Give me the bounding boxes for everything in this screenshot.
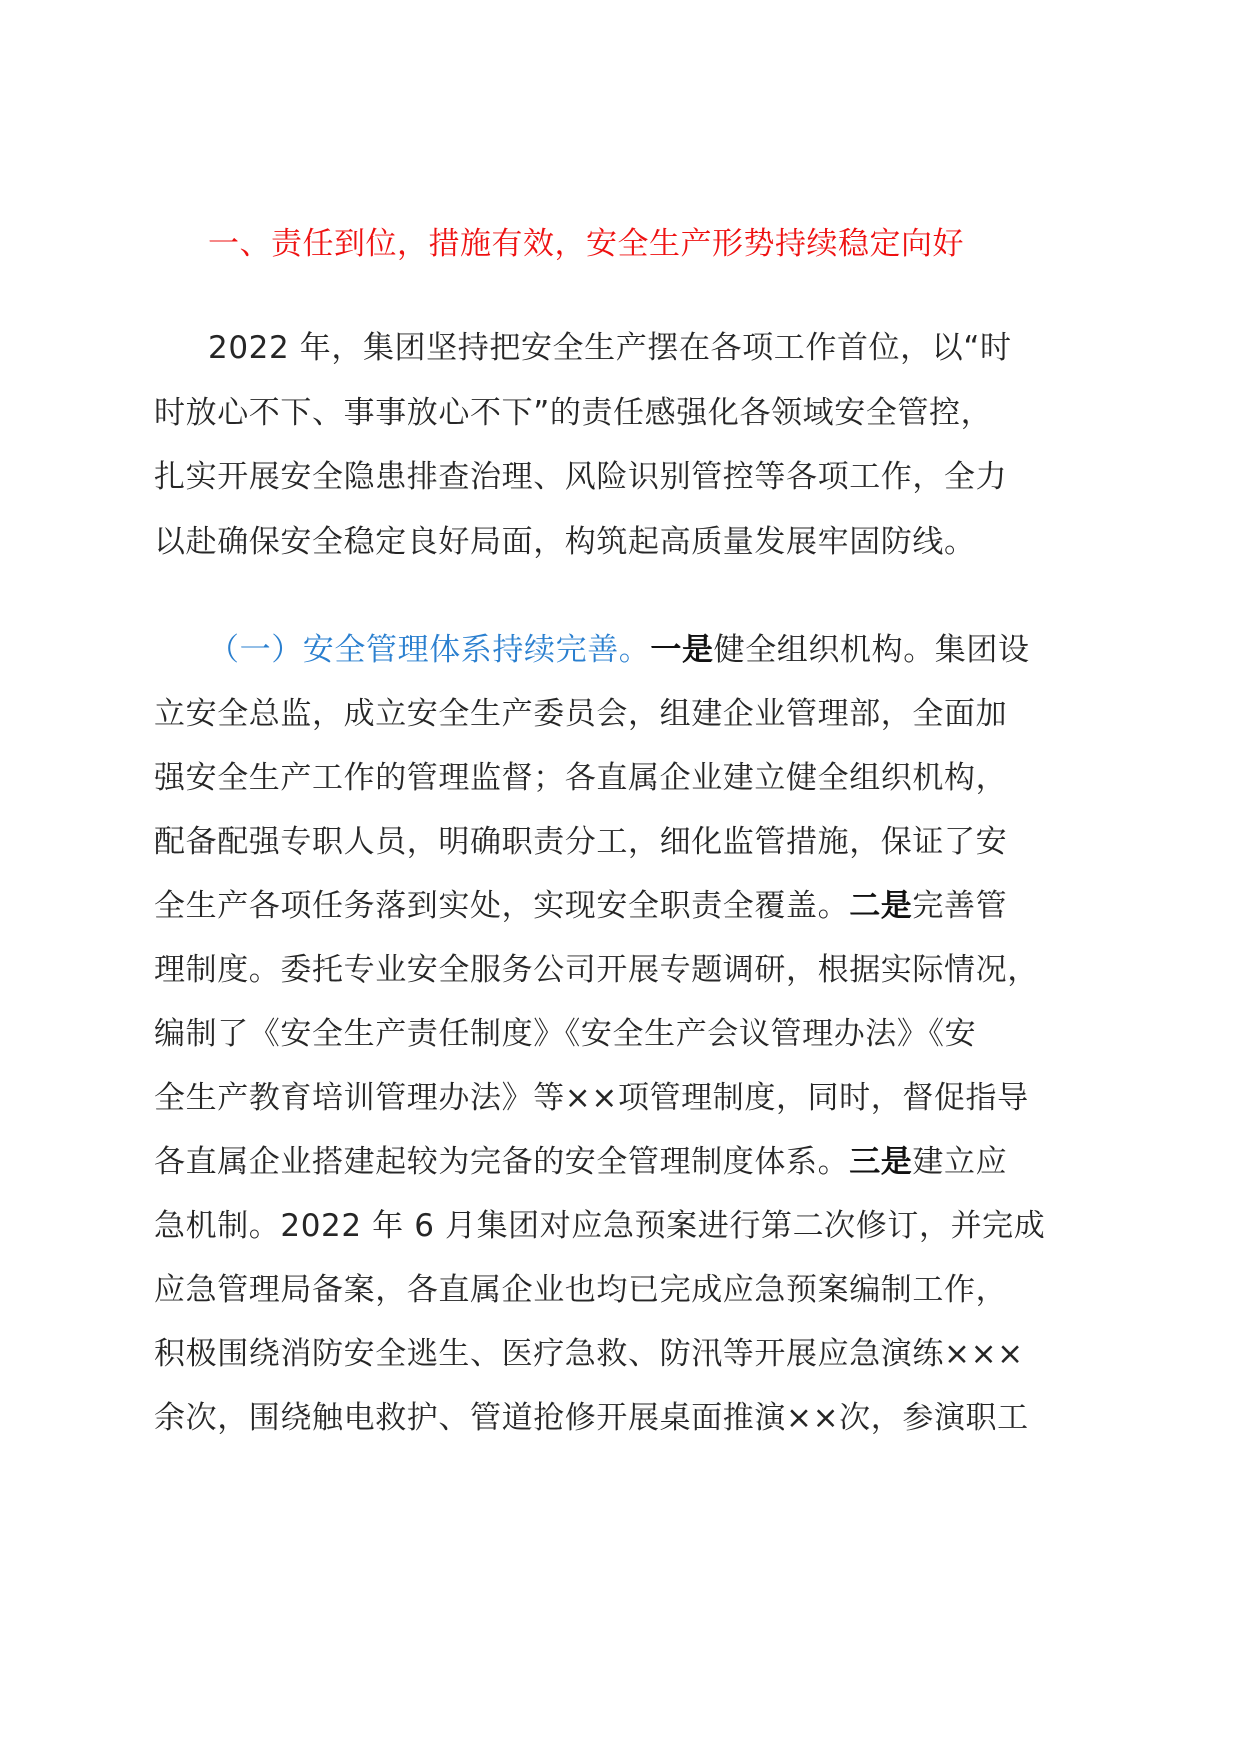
line-text: 建立应 xyxy=(912,1144,1008,1180)
paragraph-line: 编制了《安全生产责任制度》《安全生产会议管理办法》《安 xyxy=(154,1016,977,1052)
paragraph-line: 急机制。2022 年 6 月集团对应急预案进行第二次修订，并完成 xyxy=(154,1208,1046,1244)
paragraph-line: 2022 年，集团坚持把安全生产摆在各项工作首位，以“时 xyxy=(208,330,1012,366)
line-text: 全生产各项任务落到实处，实现安全职责全覆盖。 xyxy=(154,888,850,924)
paragraph-line: 配备配强专职人员，明确职责分工，细化监管措施，保证了安 xyxy=(154,824,1008,860)
paragraph-line xyxy=(154,1138,1094,1186)
paragraph-line: 理制度。委托专业安全服务公司开展专题调研，根据实际情况， xyxy=(154,952,1039,988)
paragraph-line: 以赴确保安全稳定良好局面，构筑起高质量发展牢固防线。 xyxy=(154,524,976,560)
subsection-heading: （一）安全管理体系持续完善。 xyxy=(208,632,651,668)
line-text: 各直属企业搭建起较为完备的安全管理制度体系。 xyxy=(154,1144,850,1180)
paragraph-line: 全生产教育培训管理办法》等××项管理制度，同时，督促指导 xyxy=(154,1080,1029,1116)
paragraph-line: 扎实开展安全隐患排查治理、风险识别管控等各项工作，全力 xyxy=(154,459,1008,495)
paragraph-line: 积极围绕消防安全逃生、医疗急救、防汛等开展应急演练××× xyxy=(154,1336,1024,1372)
paragraph-line: 应急管理局备案，各直属企业也均已完成应急预案编制工作， xyxy=(154,1272,1008,1308)
line-text: 健全组织机构。集团设 xyxy=(713,632,1030,668)
section-heading: 一、责任到位，措施有效，安全生产形势持续稳定向好 xyxy=(208,226,964,262)
paragraph-line xyxy=(208,626,1148,674)
bold-marker: 二是 xyxy=(849,888,913,924)
paragraph-line: 余次，围绕触电救护、管道抢修开展桌面推演××次，参演职工 xyxy=(154,1400,1029,1436)
bold-marker: 三是 xyxy=(849,1144,913,1180)
paragraph-line: 时放心不下、事事放心不下”的责任感强化各领域安全管控， xyxy=(154,395,993,431)
paragraph-line xyxy=(154,882,1094,930)
line-text: 完善管 xyxy=(912,888,1008,924)
bold-marker: 一是 xyxy=(650,632,714,668)
paragraph-line: 立安全总监，成立安全生产委员会，组建企业管理部，全面加 xyxy=(154,696,1008,732)
paragraph-line: 强安全生产工作的管理监督；各直属企业建立健全组织机构， xyxy=(154,760,1008,796)
